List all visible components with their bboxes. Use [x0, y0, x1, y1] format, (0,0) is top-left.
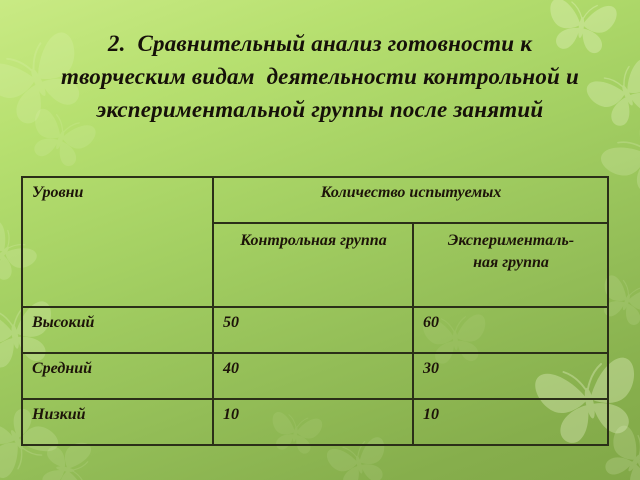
control-value-cell: 50 — [213, 307, 413, 353]
control-value-cell: 10 — [213, 399, 413, 445]
level-cell: Средний — [22, 353, 213, 399]
experimental-group-header-cell — [413, 223, 608, 307]
experimental-value-cell: 10 — [413, 399, 608, 445]
control-value-cell: 40 — [213, 353, 413, 399]
experimental-header-line-2: ная группа — [473, 253, 549, 271]
table-header-row-1 — [22, 177, 608, 223]
level-cell: Низкий — [22, 399, 213, 445]
table-row — [22, 399, 608, 445]
table-row — [22, 307, 608, 353]
slide-title — [28, 27, 612, 126]
count-header-cell: Количество испытуемых — [213, 177, 608, 223]
results-table — [21, 176, 609, 446]
table-row — [22, 353, 608, 399]
slide-title-line-1: 2. Сравнительный анализ готовности к — [107, 31, 533, 56]
slide-title-line-3: экспериментальной группы после занятий — [96, 97, 544, 122]
levels-header-cell: Уровни — [22, 177, 213, 307]
level-cell: Высокий — [22, 307, 213, 353]
experimental-header-line-1: Эксперименталь- — [447, 232, 575, 249]
control-group-header-cell: Контрольная группа — [213, 223, 413, 307]
slide-title-line-2: творческим видам деятельности контрольной и — [61, 64, 579, 89]
experimental-value-cell: 30 — [413, 353, 608, 399]
experimental-value-cell: 60 — [413, 307, 608, 353]
